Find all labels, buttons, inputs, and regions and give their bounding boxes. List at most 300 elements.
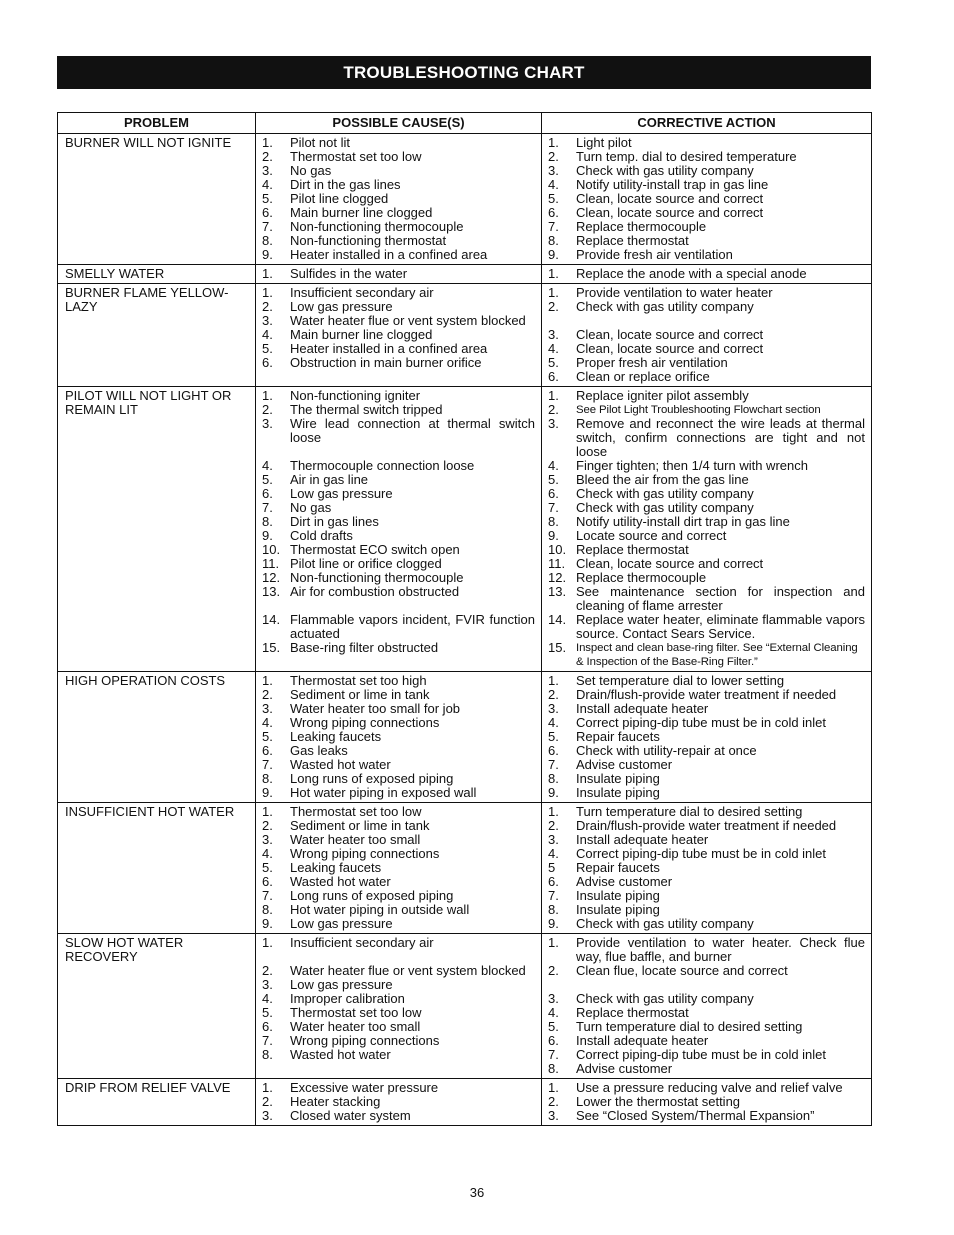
troubleshooting-table-wrap <box>57 112 871 1126</box>
item-text: Non-functioning thermocouple <box>290 219 464 234</box>
item-text: Correct piping-dip tube must be in cold inlet <box>576 715 827 730</box>
item-number: 2. <box>262 402 273 417</box>
list-item <box>548 487 865 501</box>
item-number: 5. <box>548 191 559 206</box>
item-text: Main burner line clogged <box>290 327 433 342</box>
item-number: 3. <box>548 991 559 1006</box>
item-text: Light pilot <box>576 135 632 150</box>
item-text: Wire lead connection at thermal switch loose <box>290 416 535 445</box>
item-text: Base-ring filter obstructed <box>290 640 439 655</box>
item-text: Long runs of exposed piping <box>290 888 454 903</box>
item-number: 9. <box>262 785 273 800</box>
item-text: Replace thermostat <box>576 542 689 557</box>
item-text: Replace thermocouple <box>576 570 707 585</box>
item-text: Insufficient secondary air <box>290 285 434 300</box>
list-item <box>262 342 535 356</box>
item-number: 6. <box>262 874 273 889</box>
item-number: 2. <box>548 818 559 833</box>
table-row <box>58 672 872 803</box>
list-spacer <box>262 950 535 964</box>
item-text: Hot water piping in exposed wall <box>290 785 477 800</box>
item-number: 1. <box>548 935 559 950</box>
item-number: 3. <box>262 416 273 431</box>
item-number: 3. <box>262 163 273 178</box>
item-text: Wasted hot water <box>290 1047 391 1062</box>
item-text: Replace thermostat <box>576 233 689 248</box>
list-item <box>262 178 535 192</box>
item-number: 3. <box>548 701 559 716</box>
list-item <box>548 917 865 931</box>
item-number: 13. <box>262 584 281 599</box>
table-row <box>58 134 872 265</box>
item-text: Check with gas utility company <box>576 486 754 501</box>
item-number: 4. <box>262 458 273 473</box>
list-item <box>262 1048 535 1062</box>
item-number: 11. <box>548 556 566 571</box>
list-item <box>548 702 865 716</box>
list-item <box>262 936 535 950</box>
item-number: 6. <box>548 743 559 758</box>
item-text: Wrong piping connections <box>290 846 440 861</box>
list-item <box>262 805 535 819</box>
item-text: Drain/flush-provide water treatment if needed <box>576 818 837 833</box>
header-problem: PROBLEM <box>58 113 256 134</box>
problem-cell: INSUFFICIENT HOT WATER <box>58 803 256 934</box>
item-number: 4. <box>262 177 273 192</box>
item-text: Advise customer <box>576 1061 673 1076</box>
list-item <box>262 529 535 543</box>
item-number: 5. <box>262 191 273 206</box>
header-causes: POSSIBLE CAUSE(S) <box>256 113 542 134</box>
list-item <box>262 688 535 702</box>
item-text: Use a pressure reducing valve and relief valve <box>576 1080 843 1095</box>
item-number: 6. <box>262 486 273 501</box>
page-number: 36 <box>469 1185 485 1200</box>
list-item <box>262 220 535 234</box>
item-text: Obstruction in main burner orifice <box>290 355 482 370</box>
item-number: 5. <box>548 472 559 487</box>
item-number: 8. <box>548 514 559 529</box>
item-text: Clean flue, locate source and correct <box>576 963 788 978</box>
item-number: 7. <box>548 1047 559 1062</box>
item-text: Provide fresh air ventilation <box>576 247 733 262</box>
actions-cell <box>542 1079 872 1126</box>
list-item <box>548 1034 865 1048</box>
item-text: Water heater flue or vent system blocked <box>290 963 526 978</box>
item-number: 6. <box>262 1019 273 1034</box>
item-text: Drain/flush-provide water treatment if needed <box>576 687 837 702</box>
item-number: 2. <box>262 963 273 978</box>
item-text: Locate source and correct <box>576 528 727 543</box>
item-text: Insulate piping <box>576 902 660 917</box>
item-text: Main burner line clogged <box>290 205 433 220</box>
item-text: The thermal switch tripped <box>290 402 443 417</box>
item-number: 2. <box>548 963 559 978</box>
item-number: 3. <box>548 832 559 847</box>
actions-cell <box>542 284 872 387</box>
item-number: 9. <box>548 247 559 262</box>
item-text: Sediment or lime in tank <box>290 818 430 833</box>
item-number: 5. <box>548 729 559 744</box>
item-text: Pilot line clogged <box>290 191 389 206</box>
item-text: Advise customer <box>576 757 673 772</box>
list-item <box>548 805 865 819</box>
item-number: 2. <box>262 149 273 164</box>
item-number: 2. <box>548 1094 559 1109</box>
item-number: 2. <box>548 149 559 164</box>
item-number: 8. <box>262 902 273 917</box>
item-text: Thermostat set too low <box>290 1005 422 1020</box>
table-row <box>58 387 872 672</box>
item-text: Proper fresh air ventilation <box>576 355 728 370</box>
item-number: 10. <box>262 542 281 557</box>
list-item <box>548 328 865 342</box>
item-text: Wasted hot water <box>290 757 391 772</box>
item-text: Low gas pressure <box>290 916 393 931</box>
item-text: Insulate piping <box>576 771 660 786</box>
item-number: 14. <box>548 612 567 627</box>
list-item <box>548 688 865 702</box>
item-number: 4. <box>262 991 273 1006</box>
item-number: 2. <box>262 687 273 702</box>
item-number: 7. <box>262 888 273 903</box>
causes-cell <box>256 265 542 284</box>
item-number: 1. <box>262 388 273 403</box>
item-number: 7. <box>262 757 273 772</box>
item-number: 1. <box>262 1080 273 1095</box>
list-item <box>548 267 865 281</box>
list-item <box>262 1109 535 1123</box>
item-number: 4. <box>548 177 559 192</box>
item-text: See maintenance section for inspection and cleaning of flame arrester <box>576 584 865 613</box>
item-text: Check with gas utility company <box>576 500 754 515</box>
item-text: Gas leaks <box>290 743 348 758</box>
list-item <box>548 459 865 473</box>
list-item <box>548 389 865 403</box>
item-number: 2. <box>262 299 273 314</box>
item-text: Sediment or lime in tank <box>290 687 430 702</box>
item-number: 8. <box>262 514 273 529</box>
list-item <box>262 515 535 529</box>
item-text: No gas <box>290 163 332 178</box>
list-item <box>548 641 865 669</box>
item-text: Set temperature dial to lower setting <box>576 673 785 688</box>
list-item <box>262 1006 535 1020</box>
item-text: Non-functioning thermostat <box>290 233 447 248</box>
list-item <box>262 1020 535 1034</box>
actions-cell <box>542 387 872 672</box>
item-number: 1. <box>548 804 559 819</box>
item-text: Turn temp. dial to desired temperature <box>576 149 797 164</box>
list-item <box>548 903 865 917</box>
actions-cell <box>542 803 872 934</box>
item-number: 3. <box>548 163 559 178</box>
table-row <box>58 265 872 284</box>
item-number: 4. <box>262 327 273 342</box>
list-item <box>262 585 535 599</box>
item-text: Sulfides in the water <box>290 266 408 281</box>
list-item <box>262 917 535 931</box>
list-item <box>262 1034 535 1048</box>
item-text: Install adequate heater <box>576 1033 709 1048</box>
item-text: Replace water heater, eliminate flammable vapors source. Contact Sears Service. <box>576 612 865 641</box>
list-item <box>548 772 865 786</box>
item-number: 5. <box>262 860 273 875</box>
item-text: Closed water system <box>290 1108 411 1123</box>
item-number: 3. <box>548 327 559 342</box>
item-text: Remove and reconnect the wire leads at thermal switch, confirm connections are tight and not loose <box>576 416 865 459</box>
list-item <box>548 136 865 150</box>
list-item <box>262 716 535 730</box>
item-text: Wrong piping connections <box>290 1033 440 1048</box>
item-number: 6. <box>548 874 559 889</box>
list-item <box>548 585 865 613</box>
list-item <box>548 515 865 529</box>
item-text: Thermostat set too low <box>290 804 422 819</box>
item-text: Excessive water pressure <box>290 1080 439 1095</box>
list-item <box>262 571 535 585</box>
item-number: 8. <box>548 1061 559 1076</box>
item-number: 15. <box>548 640 567 655</box>
item-number: 4. <box>262 846 273 861</box>
item-number: 6. <box>548 486 559 501</box>
list-item <box>262 403 535 417</box>
item-number: 4. <box>548 341 559 356</box>
item-text: Heater installed in a confined area <box>290 247 488 262</box>
item-number: 7. <box>548 500 559 515</box>
list-spacer <box>548 314 865 328</box>
item-text: Water heater too small <box>290 832 421 847</box>
list-item <box>262 786 535 800</box>
item-number: 7. <box>548 219 559 234</box>
list-item <box>262 557 535 571</box>
table-header-row <box>58 113 872 134</box>
item-text: Insulate piping <box>576 785 660 800</box>
item-number: 1. <box>262 285 273 300</box>
table-row <box>58 1079 872 1126</box>
item-number: 3. <box>262 313 273 328</box>
item-text: Install adequate heater <box>576 832 709 847</box>
item-number: 9. <box>262 528 273 543</box>
list-item <box>262 730 535 744</box>
item-text: See “Closed System/Thermal Expansion” <box>576 1108 815 1123</box>
item-number: 4. <box>548 715 559 730</box>
header-actions: CORRECTIVE ACTION <box>542 113 872 134</box>
list-item <box>548 964 865 978</box>
table-body <box>58 134 872 1126</box>
item-text: Check with gas utility company <box>576 163 754 178</box>
list-item <box>548 716 865 730</box>
list-item <box>262 641 535 655</box>
causes-cell <box>256 387 542 672</box>
item-number: 6. <box>548 1033 559 1048</box>
troubleshooting-table <box>57 112 872 1126</box>
list-item <box>548 571 865 585</box>
list-item <box>548 300 865 314</box>
list-item <box>262 234 535 248</box>
causes-cell <box>256 934 542 1079</box>
item-text: Air in gas line <box>290 472 369 487</box>
item-text: Finger tighten; then 1/4 turn with wrench <box>576 458 808 473</box>
item-text: Check with utility-repair at once <box>576 743 757 758</box>
item-text: Flammable vapors incident, FVIR function actuated <box>290 612 535 641</box>
list-item <box>548 936 865 964</box>
item-text: Turn temperature dial to desired setting <box>576 804 803 819</box>
chart-title: TROUBLESHOOTING CHART <box>57 56 871 89</box>
item-text: Install adequate heater <box>576 701 709 716</box>
item-number: 3. <box>548 416 559 431</box>
item-number: 6. <box>262 205 273 220</box>
item-number: 8. <box>262 1047 273 1062</box>
item-number: 10. <box>548 542 567 557</box>
list-spacer <box>262 599 535 613</box>
item-number: 12. <box>262 570 281 585</box>
actions-cell <box>542 265 872 284</box>
list-item <box>548 833 865 847</box>
list-item <box>548 286 865 300</box>
item-text: Notify utility-install trap in gas line <box>576 177 769 192</box>
item-text: Non-functioning thermocouple <box>290 570 464 585</box>
problem-cell: SMELLY WATER <box>58 265 256 284</box>
item-text: Thermostat ECO switch open <box>290 542 460 557</box>
list-item <box>262 992 535 1006</box>
item-text: Heater installed in a confined area <box>290 341 488 356</box>
item-number: 6. <box>262 743 273 758</box>
item-number: 1. <box>548 388 559 403</box>
list-item <box>548 1006 865 1020</box>
list-item <box>262 417 535 445</box>
item-text: Notify utility-install dirt trap in gas line <box>576 514 790 529</box>
item-text: Wrong piping connections <box>290 715 440 730</box>
list-spacer <box>548 978 865 992</box>
list-item <box>548 613 865 641</box>
item-text: Correct piping-dip tube must be in cold inlet <box>576 1047 827 1062</box>
item-text: Provide ventilation to water heater. Check flue way, flue baffle, and burner <box>576 935 865 964</box>
item-text: Low gas pressure <box>290 299 393 314</box>
item-text: Thermocouple connection loose <box>290 458 475 473</box>
causes-cell <box>256 134 542 265</box>
problem-cell: PILOT WILL NOT LIGHT OR REMAIN LIT <box>58 387 256 672</box>
item-number: 3. <box>262 832 273 847</box>
list-item <box>548 730 865 744</box>
item-text: Low gas pressure <box>290 486 393 501</box>
item-number: 11. <box>262 556 280 571</box>
list-item <box>262 286 535 300</box>
item-number: 3. <box>262 701 273 716</box>
item-text: Bleed the air from the gas line <box>576 472 749 487</box>
list-spacer <box>262 445 535 459</box>
problem-cell: HIGH OPERATION COSTS <box>58 672 256 803</box>
item-number: 1. <box>548 1080 559 1095</box>
table-row <box>58 934 872 1079</box>
causes-cell <box>256 672 542 803</box>
list-item <box>262 875 535 889</box>
item-text: Clean, locate source and correct <box>576 556 764 571</box>
item-number: 7. <box>262 219 273 234</box>
list-item <box>548 150 865 164</box>
item-number: 12. <box>548 570 567 585</box>
list-item <box>548 220 865 234</box>
list-item <box>548 234 865 248</box>
problem-cell: DRIP FROM RELIEF VALVE <box>58 1079 256 1126</box>
item-number: 1. <box>262 673 273 688</box>
item-number: 4. <box>548 1005 559 1020</box>
item-number: 8. <box>548 771 559 786</box>
list-item <box>262 150 535 164</box>
list-item <box>548 370 865 384</box>
list-item <box>548 178 865 192</box>
list-item <box>548 501 865 515</box>
list-item <box>548 674 865 688</box>
item-text: Water heater too small for job <box>290 701 461 716</box>
item-text: Replace the anode with a special anode <box>576 266 807 281</box>
item-number: 3. <box>548 1108 559 1123</box>
list-item <box>262 744 535 758</box>
causes-cell <box>256 284 542 387</box>
item-text: Clean, locate source and correct <box>576 191 764 206</box>
item-text: Long runs of exposed piping <box>290 771 454 786</box>
list-item <box>262 314 535 328</box>
item-text: See Pilot Light Troubleshooting Flowchart section <box>576 404 821 416</box>
list-item <box>548 786 865 800</box>
item-number: 1. <box>548 673 559 688</box>
list-item <box>548 992 865 1006</box>
item-text: Cold drafts <box>290 528 353 543</box>
list-item <box>262 833 535 847</box>
list-item <box>262 136 535 150</box>
list-item <box>262 328 535 342</box>
item-number: 4. <box>548 846 559 861</box>
list-item <box>262 772 535 786</box>
list-item <box>262 964 535 978</box>
item-text: Thermostat set too low <box>290 149 422 164</box>
item-number: 2. <box>262 1094 273 1109</box>
item-number: 1. <box>548 135 559 150</box>
item-number: 6. <box>548 205 559 220</box>
item-text: Improper calibration <box>290 991 405 1006</box>
actions-cell <box>542 672 872 803</box>
item-text: Check with gas utility company <box>576 991 754 1006</box>
table-row <box>58 284 872 387</box>
list-item <box>548 1020 865 1034</box>
item-number: 1. <box>262 266 273 281</box>
item-text: Inspect and clean base-ring filter. See “External Cleaning & Inspection of the Base-Ring Filter.” <box>576 642 858 668</box>
problem-cell: SLOW HOT WATER RECOVERY <box>58 934 256 1079</box>
item-number: 7. <box>548 757 559 772</box>
item-text: Repair faucets <box>576 729 660 744</box>
item-number: 1. <box>262 804 273 819</box>
item-number: 7. <box>262 1033 273 1048</box>
item-text: Thermostat set too high <box>290 673 427 688</box>
item-number: 13. <box>548 584 567 599</box>
list-item <box>548 557 865 571</box>
item-text: Clean, locate source and correct <box>576 327 764 342</box>
item-number: 5. <box>548 1019 559 1034</box>
item-number: 5. <box>262 729 273 744</box>
list-item <box>548 164 865 178</box>
list-item <box>548 543 865 557</box>
item-text: Repair faucets <box>576 860 660 875</box>
list-item <box>262 206 535 220</box>
list-item <box>262 267 535 281</box>
item-text: Correct piping-dip tube must be in cold inlet <box>576 846 827 861</box>
list-item <box>262 847 535 861</box>
item-number: 9. <box>548 528 559 543</box>
item-number: 1. <box>548 285 559 300</box>
item-text: Dirt in gas lines <box>290 514 379 529</box>
list-item <box>262 459 535 473</box>
list-item <box>262 978 535 992</box>
